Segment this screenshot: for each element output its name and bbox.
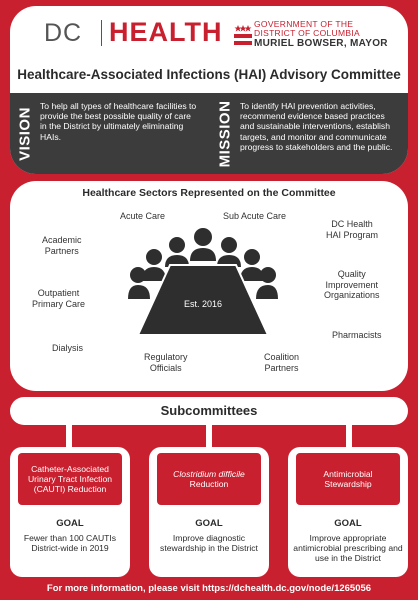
government-text	[254, 20, 360, 38]
mayor-name: MURIEL BOWSER, MAYOR	[254, 38, 388, 49]
goal-text: Improve diagnostic stewardship in the District	[160, 533, 258, 553]
mission-text: To identify HAI prevention activities, recommend evidence based practices and sustainable interventions, establish targets, and monitor and communicate progress to stakeholders and the public.	[240, 101, 393, 152]
sector-acute-care: Acute Care	[120, 211, 166, 221]
footer-info-link[interactable]: For more information, please visit https://dchealth.dc.gov/node/1265056	[46, 583, 372, 594]
subcommittees-banner	[10, 397, 408, 425]
sectors-title: Healthcare Sectors Represented on the Committee	[82, 187, 336, 199]
vision-label-text: VISION	[16, 106, 34, 161]
sector-outpatient-primary-care: Outpatient Primary Care	[32, 288, 86, 309]
dc-flag-icon	[234, 22, 252, 46]
subcommittee-card-stewardship	[288, 447, 408, 577]
logo-divider	[101, 20, 102, 46]
sector-quality-improvement-organizations: Quality Improvement Organizations	[324, 269, 380, 300]
goal-label: GOAL	[334, 518, 362, 529]
goal-label: GOAL	[56, 518, 84, 529]
subcommittee-name	[157, 453, 261, 505]
subcommittee-header	[18, 453, 122, 505]
sectors-card	[10, 181, 408, 391]
subcommittee-card-cdiff	[149, 447, 269, 577]
government-line-1: GOVERNMENT OF THE	[254, 19, 354, 29]
mission-section	[214, 93, 406, 174]
vision-mission-panel	[10, 93, 408, 174]
sector-sub-acute-care: Sub Acute Care	[223, 211, 287, 221]
sector-dc-health-hai-program: DC Health HAI Program	[326, 219, 379, 240]
subcommittee-name-italic: Clostridium difficile	[173, 469, 245, 479]
vision-label	[14, 93, 36, 174]
mission-label-text: MISSION	[216, 100, 234, 167]
logo-row	[10, 16, 408, 50]
sector-regulatory-officials: Regulatory Officials	[144, 352, 188, 373]
committee-title: Healthcare-Associated Infections (HAI) Advisory Committee	[17, 67, 401, 82]
subcommittee-name: Catheter-Associated Urinary Tract Infection (CAUTI) Reduction	[27, 464, 113, 494]
subcommittees-title: Subcommittees	[160, 403, 258, 418]
sector-academic-partners: Academic Partners	[42, 235, 82, 256]
logo-dc: DC	[44, 19, 83, 47]
header-card	[10, 6, 408, 174]
goal-text: Fewer than 100 CAUTIs District-wide in 2019	[23, 533, 117, 553]
subcommittee-header	[157, 453, 261, 505]
mission-label	[214, 93, 236, 174]
subcommittee-name-rest: Reduction	[189, 479, 229, 489]
sector-dialysis: Dialysis	[52, 343, 84, 353]
logo-health: HEALTH	[109, 17, 223, 47]
goal-label: GOAL	[195, 518, 223, 529]
subcommittee-card-cauti	[10, 447, 130, 577]
goal-text: Improve appropriate antimicrobial prescribing and use in the District	[293, 533, 403, 563]
sector-coalition-partners: Coalition Partners	[264, 352, 300, 373]
vision-text: To help all types of healthcare facilities to provide the best possible quality of care in the District by ultimately eliminating HAIs.	[40, 101, 197, 142]
established-label: Est. 2016	[183, 299, 223, 309]
conference-table-icon	[128, 227, 278, 343]
vision-section	[14, 93, 208, 174]
subcommittee-header	[296, 453, 400, 505]
government-line-2: DISTRICT OF COLUMBIA	[254, 28, 360, 38]
subcommittee-name: Antimicrobial Stewardship	[323, 469, 373, 489]
sector-pharmacists: Pharmacists	[332, 330, 382, 340]
